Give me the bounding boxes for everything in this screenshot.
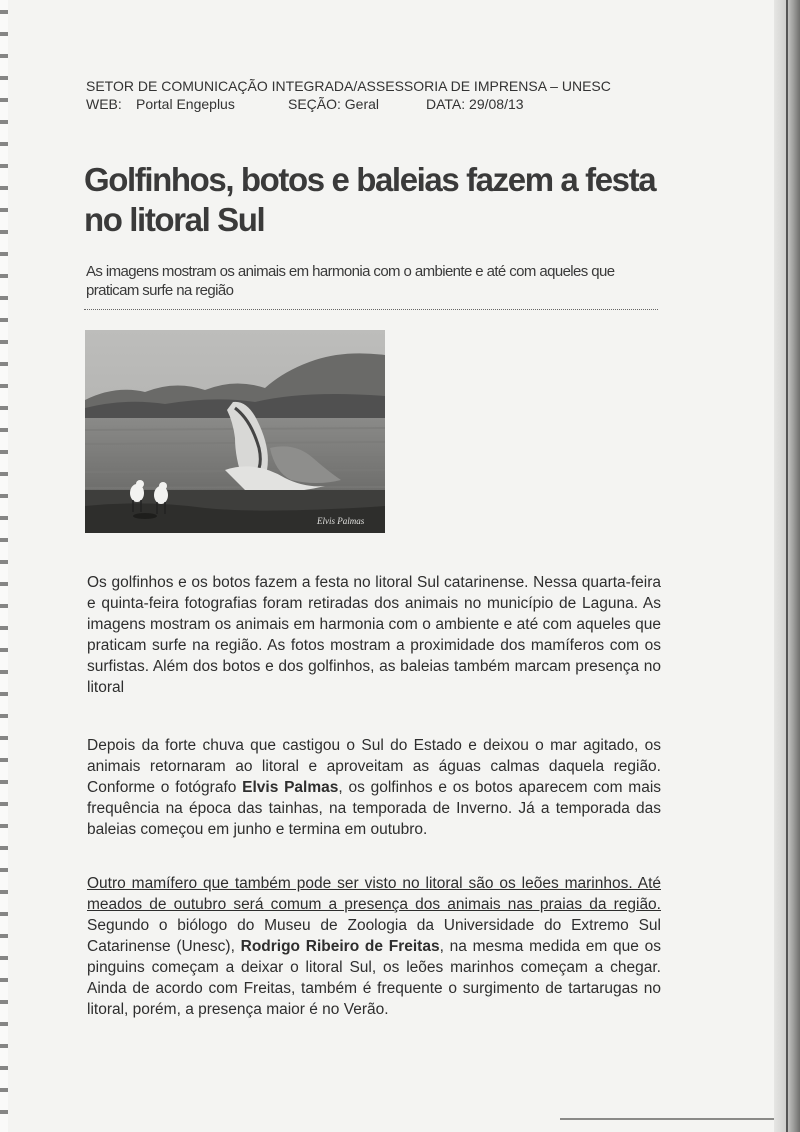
header-section: SEÇÃO: Geral [288,96,380,112]
p3-underlined-text: Outro mamífero que também pode ser visto no litoral são os leões marinhos. Até meados de outubro será comum a presença dos animais nas praias da região. [87,875,661,913]
p3-text-b: , na mesma medida em que os pinguins começam a deixar o litoral Sul, os leões marinhos começam a chegar. Ainda de acordo com Freitas, também é frequente o surgimento de tartarugas no litoral, porém, a presença maior é no Verão. [87,938,661,1018]
header-line-2 [86,95,666,113]
biologist-name: Rodrigo Ribeiro de Freitas [240,938,440,955]
article-paragraph-3 [87,873,661,1020]
p3-text-a: Segundo o biólogo do Museu de Zoologia da Universidade do Extremo Sul Catarinense (Unesc), [87,917,661,955]
article-paragraph-2 [87,735,661,840]
photo-credit: Elvis Palmas [317,516,365,526]
article-photo [85,330,385,533]
photographer-name: Elvis Palmas [242,779,339,796]
header-line-1 [86,77,666,95]
article-paragraph-1: Os golfinhos e os botos fazem a festa no litoral Sul catarinense. Nessa quarta-feira e quinta-feira fotografias foram retiradas dos animais no município de Laguna. As imagens mostram os animais em harmonia com o ambiente e até com aqueles que praticam surfe na região. As fotos mostram a proximidade dos mamíferos com os surfistas. Além dos botos e dos golfinhos, as baleias também marcam presença no litoral [87,574,661,696]
scan-shadow-edge [774,0,800,1132]
dotted-divider [84,309,658,310]
p2-text-b: , os golfinhos e os botos aparecem com mais frequência na época das tainhas, na temporada de Inverno. Já a temporada das baleias começou em junho e termina em outubro. [87,779,662,838]
article-title: Golfinhos, botos e baleias fazem a festa no litoral Sul [84,161,656,238]
header-department: SETOR DE COMUNICAÇÃO INTEGRADA/ASSESSORIA DE IMPRENSA – UNESC [86,78,611,94]
article-subtitle: As imagens mostram os animais em harmonia com o ambiente e até com aqueles que praticam surfe na região [86,263,615,299]
header-web-label: WEB: [86,96,122,112]
binder-holes-edge [0,0,8,1132]
header-web-value: Portal Engeplus [136,96,235,112]
header-date: DATA: 29/08/13 [426,96,524,112]
bottom-scan-line [560,1118,774,1120]
dolphin-photo-image [85,330,385,533]
clipping-header [86,77,666,113]
p2-text-a: Depois da forte chuva que castigou o Sul do Estado e deixou o mar agitado, os animais retornaram ao litoral e aproveitam as águas calmas daquela região. Conforme o fotógrafo [87,737,661,796]
